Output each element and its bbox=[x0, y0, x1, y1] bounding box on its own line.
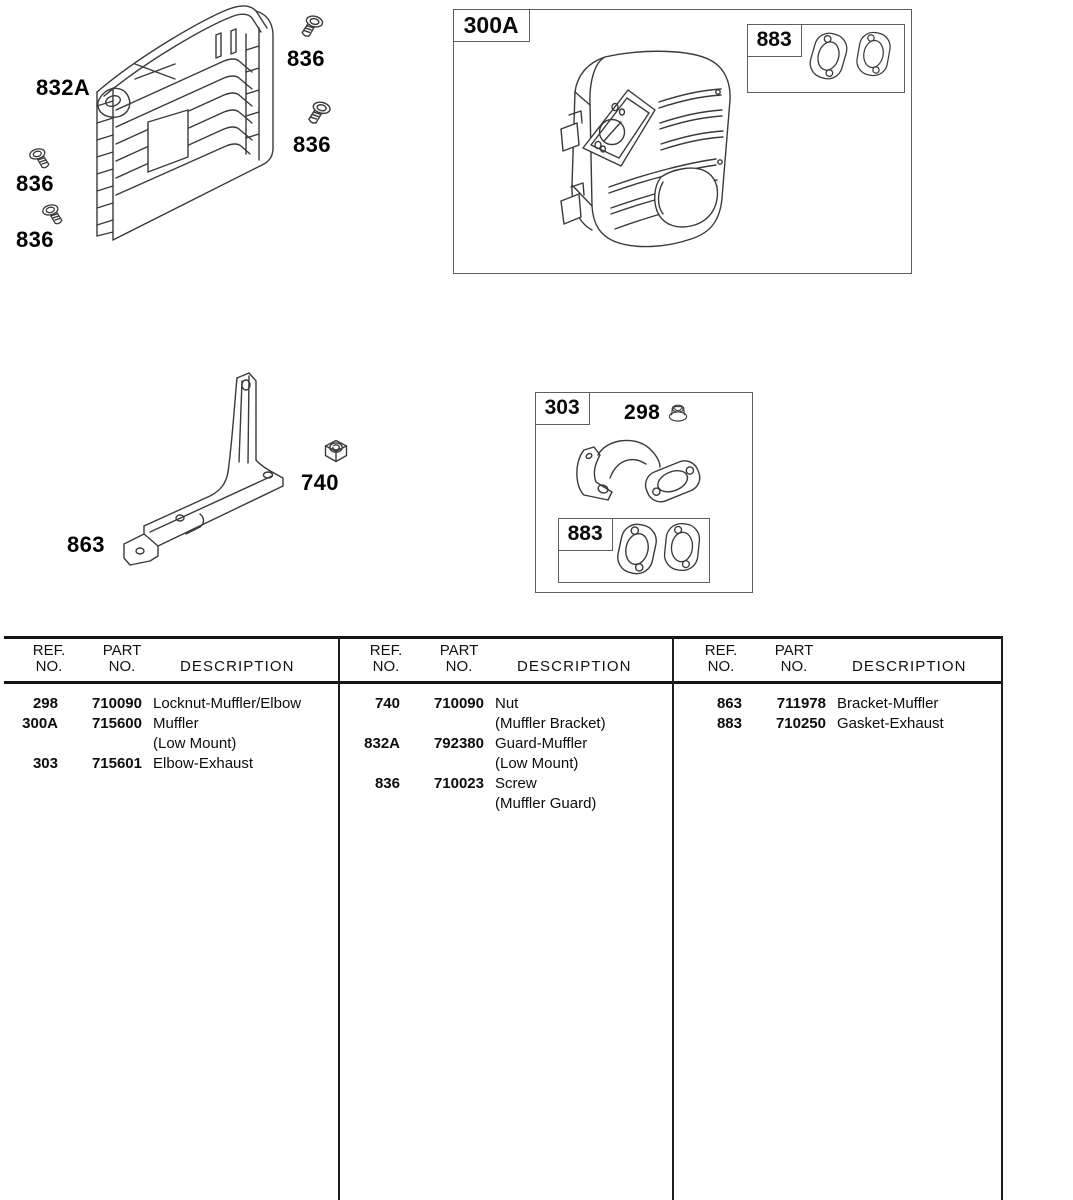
table-header bbox=[676, 637, 1010, 682]
callout-screw-ref: 836 bbox=[287, 46, 325, 71]
description-cell: Gasket-Exhaust bbox=[837, 715, 944, 732]
description-cell: Bracket-Muffler bbox=[837, 695, 939, 712]
table-row bbox=[4, 714, 338, 734]
ref-no-cell bbox=[346, 794, 400, 814]
part-no-cell: 710250 bbox=[775, 715, 826, 732]
part-no-header: PART NO. bbox=[102, 642, 142, 675]
callout-guard-ref: 832A bbox=[36, 75, 91, 100]
screw-icon bbox=[38, 202, 71, 230]
description-cell: Elbow-Exhaust bbox=[153, 755, 254, 772]
table-section bbox=[688, 694, 1001, 734]
table-row bbox=[346, 694, 672, 714]
table-header bbox=[341, 637, 675, 682]
part-no-header: PART NO. bbox=[439, 642, 479, 675]
description-cell: (Muffler Bracket) bbox=[495, 715, 606, 732]
callout-screw-ref: 836 bbox=[16, 171, 54, 196]
elbow-ref-tag: 303 bbox=[535, 392, 590, 425]
callout-locknut-ref: 298 bbox=[624, 401, 661, 424]
description-cell: Locknut-Muffler/Elbow bbox=[153, 695, 302, 712]
part-no-cell: 710090 bbox=[433, 695, 484, 712]
muffler-ref-tag: 300A bbox=[453, 9, 530, 42]
table-row bbox=[346, 754, 672, 774]
callout-screw-ref: 836 bbox=[16, 227, 54, 252]
screw-icon bbox=[25, 146, 58, 174]
table-divider bbox=[672, 636, 674, 1200]
description-cell: (Low Mount) bbox=[495, 755, 579, 772]
exhaust-elbow-drawing bbox=[572, 442, 704, 504]
ref-no-cell: 832A bbox=[364, 735, 400, 752]
table-section bbox=[4, 694, 338, 774]
muffler-guard-drawing bbox=[86, 2, 281, 242]
table-row bbox=[4, 734, 338, 754]
ref-no-cell: 300A bbox=[22, 715, 58, 732]
callout-screw-ref: 836 bbox=[293, 132, 331, 157]
part-no-cell bbox=[400, 714, 484, 734]
table-header bbox=[4, 637, 338, 682]
part-no-cell bbox=[58, 734, 142, 754]
table-right-rule bbox=[1001, 636, 1003, 1200]
part-no-cell bbox=[400, 754, 484, 774]
description-cell: Guard-Muffler bbox=[495, 735, 588, 752]
table-row bbox=[4, 754, 338, 774]
locknut-icon bbox=[666, 401, 690, 424]
ref-no-cell bbox=[346, 754, 400, 774]
muffler-bracket-drawing bbox=[120, 368, 292, 568]
description-cell: (Muffler Guard) bbox=[495, 795, 597, 812]
gasket-icon bbox=[660, 517, 704, 577]
screw-icon bbox=[301, 99, 333, 130]
ref-no-cell: 303 bbox=[32, 755, 58, 772]
ref-no-cell bbox=[4, 734, 58, 754]
description-cell: Screw bbox=[495, 775, 537, 792]
description-header: DESCRIPTION bbox=[180, 658, 295, 675]
ref-no-cell: 863 bbox=[716, 695, 742, 712]
muffler-drawing bbox=[553, 45, 738, 255]
table-row bbox=[346, 734, 672, 754]
ref-no-header: REF. NO. bbox=[369, 642, 403, 675]
ref-no-header: REF. NO. bbox=[704, 642, 738, 675]
screw-icon bbox=[296, 12, 324, 44]
part-no-cell: 715601 bbox=[91, 755, 142, 772]
part-no-cell bbox=[400, 794, 484, 814]
table-row bbox=[346, 774, 672, 794]
table-row bbox=[346, 714, 672, 734]
table-row bbox=[688, 714, 1001, 734]
gasket-ref-tag: 883 bbox=[558, 518, 613, 551]
callout-nut-ref: 740 bbox=[301, 470, 339, 495]
description-cell: (Low Mount) bbox=[153, 735, 237, 752]
table-row bbox=[346, 794, 672, 814]
hex-nut-icon bbox=[322, 438, 350, 464]
part-no-cell: 710023 bbox=[433, 775, 484, 792]
part-no-header: PART NO. bbox=[774, 642, 814, 675]
ref-no-cell bbox=[346, 714, 400, 734]
ref-no-cell: 883 bbox=[716, 715, 742, 732]
ref-no-cell: 836 bbox=[374, 775, 400, 792]
table-row bbox=[688, 694, 1001, 714]
description-cell: Nut bbox=[495, 695, 519, 712]
gasket-ref-tag: 883 bbox=[747, 24, 802, 57]
part-no-cell: 710090 bbox=[91, 695, 142, 712]
callout-bracket-ref: 863 bbox=[67, 532, 105, 557]
description-header: DESCRIPTION bbox=[517, 658, 632, 675]
ref-no-cell: 298 bbox=[32, 695, 58, 712]
part-no-cell: 715600 bbox=[91, 715, 142, 732]
part-no-cell: 792380 bbox=[433, 735, 484, 752]
table-section bbox=[346, 694, 672, 814]
description-header: DESCRIPTION bbox=[852, 658, 967, 675]
ref-no-header: REF. NO. bbox=[32, 642, 66, 675]
part-no-cell: 711978 bbox=[776, 695, 826, 712]
description-cell: Muffler bbox=[153, 715, 199, 732]
table-row bbox=[4, 694, 338, 714]
table-divider bbox=[338, 636, 340, 1200]
ref-no-cell: 740 bbox=[374, 695, 400, 712]
